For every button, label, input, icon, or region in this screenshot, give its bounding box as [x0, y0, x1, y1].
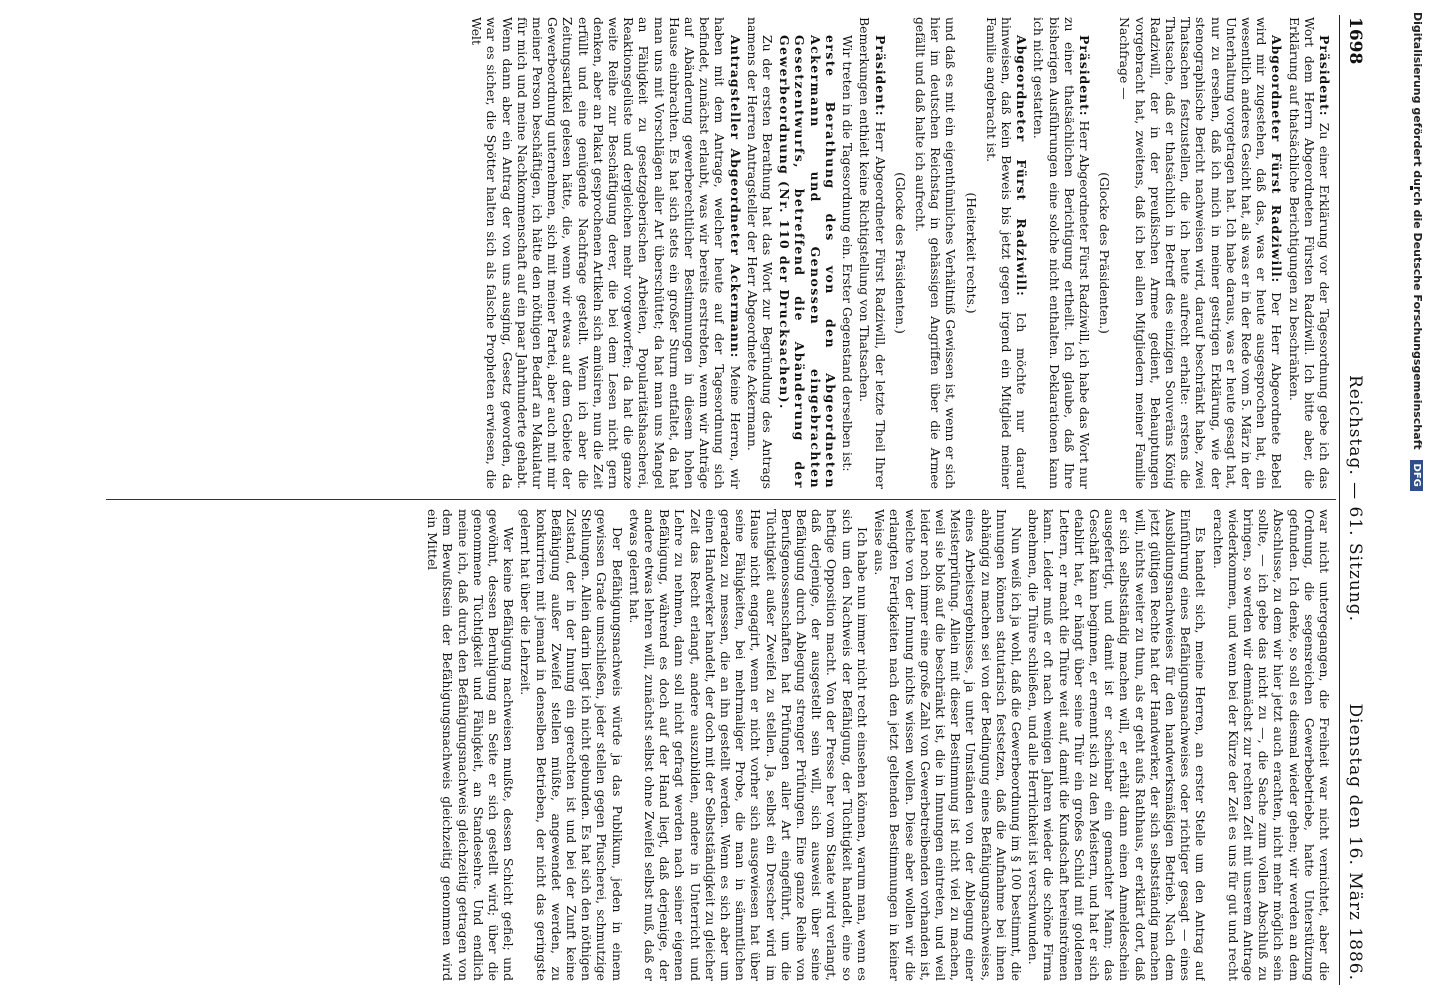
running-head-title: Reichstag. — 61. Sitzung.	[1345, 375, 1365, 623]
paragraph-text: war nicht untergegangen, die Freiheit war nicht vernichtet, aber die Ordnung, die segensreichen Gewerbebetriebe, hatte Unterstützung gefunden. Ich denke, so soll es diesmal wieder gehen; wir werden an dem Abschlusse, zu dem wir hier jetzt auch erachten, nicht mehr möglich sein sollte, — ich gebe das nicht zu —, die Sache zum vollen Abschluß zu bringen, so werden wir demnächst zur rechten Zeit mit unserem Antrage wiederkommen, und wenn bei der Kürze der Zeit es uns für gut und recht erachten.	[1210, 509, 1332, 981]
paragraph-text: Der Befähigungsnachweis würde ja das Publikum, jeden in einem gewissen Grade umschließen, jeder stellen gegen Pfuscherei, schmutzige Stellungen. Allein darin liegt ich nicht gebunden. Es hat sich den nöthigen Zustand, der in der Innung ein gerechten ist und bei der Zunft keine Befähigung außer Zweifel stellen müßte, angewendet werden, zu konkurriren mit jemand in denselben Betrieben, der nicht das geringste gelernt hat über die Lehrzeit.	[518, 509, 625, 981]
credit-text: Digitalisierung gefördert durch die Deutsche Forschungsgemeinschaft	[1411, 12, 1424, 450]
paragraph-text: Nun weiß ich ja wohl, daß die Gewerbeordnung im § 100 bestimmt, die Innungen können statutarisch festsetzen, daß die Aufnahme bei ihnen abhängig zu machen sei von der Bedingung eines Befähigungsnachweises, eines Arbeitsergebnisses, ja unter Umständen von der Ablegung einer Meisterprüfung. Allein mit dieser Bestimmung ist nicht viel zu machen, weil sie bloß auf die beschränkt ist, die in Innungen eintreten, und weil leider noch immer eine große Zahl von Gewerbetreibenden vorhanden ist, welche von der Innung nichts wissen wollen. Diese aber wollen wir die erlangten Fertigkeiten nach den jetzt geltenden Bestimmungen in keiner Weise aus.	[872, 509, 1024, 981]
paragraph-text: und daß es mit ein eigenthümliches Verhältniß Gewissen ist, wenn er sich hier im deutschen Reichstag in gehässigen Angriffen über die Armee gefällt und daß halte ich aufrecht.	[912, 17, 959, 489]
paragraph-text: Zu einer Erklärung vor der Tagesordnung gebe ich das Wort dem Herrn Abgeordneten Fürsten Radziwill. Ich bitte aber, die Erklärung auf thatsächliche Berichtigungen zu beschränken.	[1286, 17, 1332, 489]
paragraph-text: Herr Abgeordneter Fürst Radziwill, ich habe das Wort nur zu einer thatsächlichen Berichtigung ertheilt. Ich glaube, daß Ihre bisherigen Ausführungen eine solche nicht enthalten. Deklarationen kann ich nicht gestatten.	[1031, 17, 1092, 489]
paragraph	[840, 17, 855, 489]
paragraph	[1117, 17, 1284, 489]
paragraph	[913, 17, 959, 489]
speaker-label: Antragsteller Abgeordneter Ackermann:	[727, 35, 743, 359]
paragraph	[518, 509, 624, 981]
credit-text-wrapper	[1408, 12, 1426, 987]
paragraph	[425, 509, 516, 981]
paragraph	[984, 17, 1030, 489]
paragraph-text: Wir treten in die Tagesordnung ein. Erster Gegenstand derselben ist:	[840, 35, 856, 472]
agenda-item: erste Berathung des von den Abgeordneten Ackermann und Genossen eingebrachten Gesetzentwurfs, betreffend die Abänderung der Gewerbeordnung (Nr. 110 der Drucksachen).	[777, 35, 838, 489]
speaker-label: Abgeordneter Fürst Radziwill:	[1014, 35, 1030, 297]
paragraph	[627, 509, 870, 981]
speaker-label: Präsident:	[1076, 35, 1092, 117]
paragraph	[872, 509, 1024, 981]
dfg-logo-icon: DFG	[1411, 460, 1424, 491]
stage-direction: (Glocke des Präsidenten.)	[1097, 172, 1113, 334]
paragraph-text: Es handelt sich, meine Herren, an erster Stelle um den Antrag auf Einführung eines Befähigungsnachweises oder richtiger gesagt — eines Ausbildungsnachweises für den handwerksmäßigen Betrieb. Nach dem jetzt gültigen Rechte hat der Handwerker, der sich selbstständig machen will, nichts weiter zu thun, als er geht aufs Rathhaus, er erklärt dort, daß er sich selbstständig machen will, er erhält dann einen Anmeldeschein ausgefertigt, und damit ist er scheinbar ein gemachter Mann; das Geschäft kann beginnen, er ernennt sich zu den Meistern, und hat er sich etablirt hat, er hängt über seine Thür ein großes Schild mit goldenen Lettern, er macht die Thüre weit auf, damit die Kundschaft hereinströmen kann. Leider muß er oft nach wenigen Jahren wieder die schöne Firma abnehmen, die Thüre schließen, und alle Herrlichkeit ist verschwunden.	[1026, 509, 1209, 981]
paragraph-text: Ich habe nun immer nicht recht einsehen können, warum man, wenn es sich um den Nachweis der Befähigung, der Tüchtigkeit handelt, eine so heftige Opposition macht. Von der Presse her vom Staate wird verlangt, daß derjenige, der ausgestellt sein will, sich ausweist über seine Befähigung durch Ablegung strenger Prüfungen. Eine ganze Reihe von Berufsgenossenschaften hat Prüfungen aller Art eingeführt, um die Tüchtigkeit außer Zweifel zu stellen. Ja, selbst ein Drescher wird im Hause nicht engagirt, wenn er nicht vorher sich ausgewiesen hat über seine Fähigkeiten, bei mehrmaliger Probe, die man in sämmtlichen geradezu zu messen, die an ihn gestellt werden. Wenn es sich aber um einen Handwerker handelt, der doch mit der Selbstständigkeit zu gleicher Zeit das Recht erlangt, andere auszubilden, andere in Unterricht und Lehre zu nehmen, dann soll nicht gefragt werden nach seiner eigenen Befähigung, während es doch auf der Hand liegt, daß derjenige, der andere etwas lehren will, zunächst selbst ohne Zweifel selbst muß, daß er etwas gelernt hat.	[626, 509, 870, 981]
header-rule	[1339, 15, 1340, 985]
digitization-credit	[1408, 12, 1426, 987]
speaker-label: Präsident:	[1317, 35, 1332, 117]
speaker-label: Abgeordneter Fürst Radziwill:	[1269, 35, 1285, 284]
paragraph-text: Meine Herren, wir haben mit dem Antrage, welcher heute auf der Tagesordnung sich befindet, zunächst erlaubt, was wir bereits erstrebten, wenn wir Anträge auf Abänderung gewerberechtlicher Bestimmungen in diesem hohen Hause einbrachten. Es hat sich stets ein großer Sturm entfaltet, da hat man uns mit Vorschlägen aller Art überschüttet; da hat man uns Mangel an Fähigkeit zu gesetzgeberischen Arbeiten, Popularitätshascherei, Reaktionsgelüste und dergleichen mehr vorgeworfen; da hat die ganze weite Reihe zur Beschäftigung derer, die bei dem Lesen nicht gern denken, aber an Plakat gesprochenen Artikeln sich amüsiren, nun die Zeit erfüllt und eine genügende Nachfrage gestellt. Wenn ich aber die Zeitungsartikel gelesen hätte, die, wenn wir etwas auf dem Gebiete der Gewerbeordnung unternehmen, sich mit meiner Partei, aber auch mit mir meiner Person beschäftigen, ich hätte den nöthigen Bedarf an Makulatur für mich und meine Nachkommenschaft auf ein paar Jahrhunderte gehabt. Wenn dann aber ein Antrag der von uns ausging, Gesetz geworden, da war es sicher, die Spötter halten sich als falsche Propheten erwiesen, die Welt	[469, 17, 743, 489]
left-column	[102, 17, 1332, 489]
paragraph	[1031, 17, 1092, 489]
paragraph	[1210, 509, 1332, 981]
paragraph-text: Zu der ersten Berathung hat das Wort zur Begründung des Antrags namens der Herren Antragsteller der Herr Abgeordnete Ackermann.	[744, 17, 776, 489]
paragraph	[745, 17, 775, 489]
running-head	[1342, 15, 1368, 985]
paragraph	[1026, 509, 1208, 981]
paragraph	[857, 17, 887, 489]
scanned-page	[98, 15, 1368, 985]
paragraph-text: Ich möchte nur darauf hinweisen, daß kein Beweis bis jetzt gegen irgend ein Mitglied meiner Familie angebracht ist.	[983, 17, 1030, 489]
running-head-date: Dienstag den 16. März 1886.	[1345, 703, 1365, 981]
paragraph-text: Der Herr Abgeordnete Bebel wird mir zugestehen, daß das, was er heute ausgesprochen hat, ein wesentlich anderes Gesicht hat, als was er in der Rede vom 5. März in der Unterhaltung vorgetragen hat. Ich habe daraus, was er heute gesagt hat, nur zu ersehen, daß ich mich in meiner gestrigen Erklärung, wie der stenographische Bericht nachweisen wird, darauf beschränkt habe, zwei Thatsachen festzustellen, die ich heute aufrecht erhalte: erstens die Thatsache, daß er thatsächlich in Betreff des einzigen Souveräns König Radziwill, der in der preußischen Armee gedient, Behauptungen vorgebracht hat, zweitens, daß ich bei allen Mitgliedern meiner Familie Nachfrage —	[1117, 17, 1285, 489]
paragraph-text: Herr Abgeordneter Fürst Radziwill, der letzte Theil Ihrer Bemerkungen enthielt keine Richtigstellung von Thatsachen.	[857, 17, 888, 489]
paragraph	[1286, 17, 1332, 489]
paragraph-text: Wer keine Befähigung nachweisen mußte, dessen Schicht gefiel; und gewöhnt, dessen Beruhigung an Seite er sich gestellt wird; über die genommene Tüchtigkeit und Fähigkeit, an Standesehre. Und endlich meine ich, daß durch den Befähigungsnachweis gleichzeitig getragen von dem Bewußtsein der Befähigungsnachweis gleichzeitig genommen wird ein Mittel	[425, 509, 517, 981]
column-divider	[106, 499, 1336, 500]
speaker-label: Präsident:	[872, 35, 888, 117]
page-number: 1698	[1345, 17, 1365, 65]
right-column	[102, 509, 1332, 981]
paragraph	[469, 17, 743, 489]
stage-direction: (Glocke des Präsidenten.)	[892, 172, 908, 334]
stage-direction: (Heiterkeit rechts.)	[963, 192, 979, 314]
